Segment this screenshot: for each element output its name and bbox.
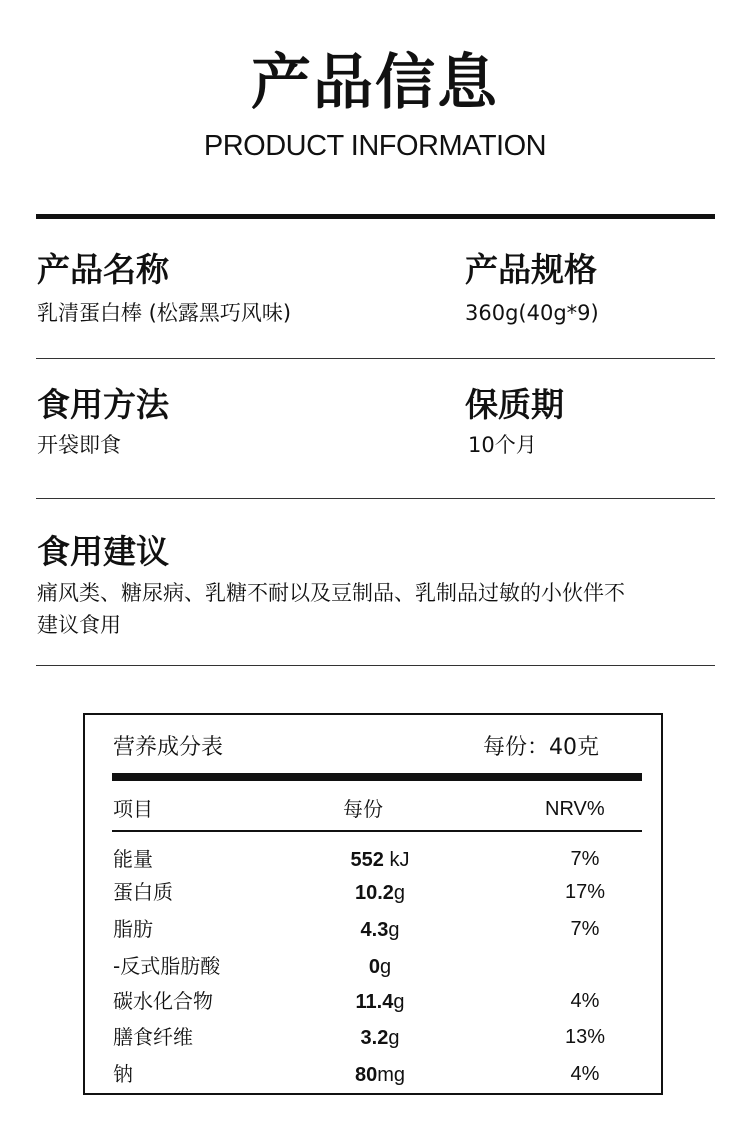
page-title: 产品信息	[251, 48, 499, 118]
nutrient-amount	[325, 1060, 435, 1089]
nutrient-amount	[325, 915, 435, 944]
nutrition-title: 营养成分表	[113, 735, 224, 760]
nutrient-unit: g	[388, 919, 400, 941]
nutrient-value: 552	[350, 849, 384, 871]
product-spec-value: 360g(40g*9)	[465, 301, 599, 325]
nutrient-amount	[325, 878, 435, 907]
product-name-value: 乳清蛋白棒 (松露黑巧风味)	[37, 301, 292, 325]
section-divider	[36, 665, 715, 666]
usage-label: 食用方法	[37, 385, 169, 424]
advice-line-1: 痛风类、糖尿病、乳糖不耐以及豆制品、乳制品过敏的小伙伴不	[37, 581, 625, 605]
section-divider	[36, 498, 715, 499]
nutrient-name: 碳水化合物	[113, 989, 213, 1013]
nutrient-name: 能量	[113, 847, 153, 871]
header-divider	[36, 214, 715, 219]
nutrition-thick-rule	[112, 773, 642, 781]
nutrition-header-rule	[112, 830, 642, 832]
nutrient-nrv: 7%	[570, 848, 600, 870]
nutrient-value: 0	[368, 956, 380, 978]
column-header-nrv: NRV%	[545, 798, 605, 820]
nutrient-value: 3.2	[360, 1027, 389, 1049]
nutrient-unit: g	[393, 991, 405, 1013]
shelf-life-label: 保质期	[465, 385, 564, 424]
nutrient-value: 80	[354, 1064, 378, 1086]
nutrient-unit: kJ	[383, 849, 410, 871]
nutrient-value: 10.2	[354, 882, 394, 904]
nutrient-amount	[325, 952, 435, 981]
serving-size: 每份：40克	[483, 735, 599, 760]
product-spec-label: 产品规格	[465, 250, 597, 289]
nutrient-unit: g	[388, 1027, 400, 1049]
nutrient-amount	[325, 845, 435, 874]
nutrient-nrv: 4%	[570, 990, 600, 1012]
nutrient-unit: g	[380, 956, 392, 978]
advice-label: 食用建议	[37, 532, 169, 571]
nutrient-name: 脂肪	[113, 917, 153, 941]
section-divider	[36, 358, 715, 359]
nutrient-name: 膳食纤维	[113, 1025, 193, 1049]
nutrient-name: 钠	[113, 1062, 133, 1086]
shelf-life-value: 10个月	[468, 433, 537, 457]
column-header-per-serving: 每份	[343, 797, 383, 821]
nutrition-table	[83, 713, 663, 1095]
usage-value: 开袋即食	[37, 433, 121, 457]
nutrient-amount	[325, 987, 435, 1016]
product-name-label: 产品名称	[37, 250, 169, 289]
nutrient-unit: g	[393, 882, 406, 904]
nutrient-nrv: 17%	[564, 881, 606, 903]
nutrient-value: 4.3	[360, 919, 389, 941]
nutrient-unit: mg	[377, 1064, 406, 1086]
nutrient-name: -反式脂肪酸	[113, 954, 221, 978]
nutrient-value: 11.4	[355, 991, 394, 1013]
column-header-item: 项目	[113, 797, 153, 821]
nutrient-nrv: 4%	[570, 1063, 600, 1085]
advice-line-2: 建议食用	[37, 613, 121, 637]
nutrient-name: 蛋白质	[113, 880, 173, 904]
page-subtitle: PRODUCT INFORMATION	[203, 130, 547, 162]
nutrient-amount	[325, 1023, 435, 1052]
nutrient-nrv: 7%	[570, 918, 600, 940]
nutrient-nrv: 13%	[564, 1026, 606, 1048]
